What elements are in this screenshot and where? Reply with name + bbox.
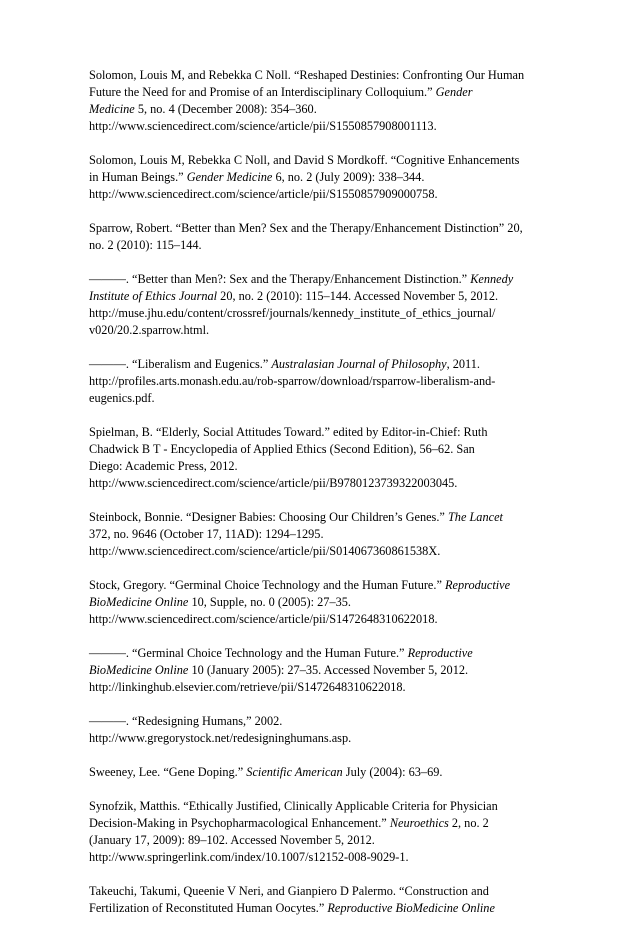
reference-text: Chadwick B T - Encyclopedia of Applied Ethics (Second Edition), 56–62. San — [89, 442, 475, 456]
reference-entry-solomon-2008 — [89, 67, 559, 135]
italic-title-text: Australasian Journal of Philosophy — [271, 357, 447, 371]
reference-text: Takeuchi, Takumi, Queenie V Neri, and Gianpiero D Palermo. “Construction and — [89, 884, 489, 898]
reference-text: no. 2 (2010): 115–144. — [89, 238, 202, 252]
reference-text: 5, no. 4 (December 2008): 354–360. — [134, 102, 317, 116]
reference-text: Fertilization of Reconstituted Human Oocytes.” — [89, 901, 328, 915]
reference-line — [89, 713, 559, 730]
reference-text: http://linkinghub.elsevier.com/retrieve/pii/S1472648310622018. — [89, 680, 406, 694]
italic-title-text: Scientific American — [246, 765, 343, 779]
reference-line — [89, 390, 559, 407]
reference-text: http://www.sciencedirect.com/science/article/pii/B9780123739322003045. — [89, 476, 458, 490]
reference-text: http://profiles.arts.monash.edu.au/rob-sparrow/download/rsparrow-liberalism-and- — [89, 374, 496, 388]
reference-line — [89, 832, 559, 849]
reference-line — [89, 594, 559, 611]
reference-entry-stock-2005a — [89, 577, 559, 628]
reference-line — [89, 424, 559, 441]
reference-entry-sparrow-2010b — [89, 271, 559, 339]
reference-text: Sweeney, Lee. “Gene Doping.” — [89, 765, 247, 779]
reference-line — [89, 611, 559, 628]
reference-text: Diego: Academic Press, 2012. — [89, 459, 238, 473]
reference-line — [89, 288, 559, 305]
reference-text: Stock, Gregory. “Germinal Choice Technology and the Human Future.” — [89, 578, 445, 592]
reference-line — [89, 662, 559, 679]
reference-line — [89, 322, 559, 339]
reference-line — [89, 220, 559, 237]
reference-text: 372, no. 9646 (October 17, 11AD): 1294–1295. — [89, 527, 324, 541]
reference-text: Steinbock, Bonnie. “Designer Babies: Choosing Our Children’s Genes.” — [89, 510, 448, 524]
reference-text: Decision-Making in Psychopharmacological Enhancement.” — [89, 816, 390, 830]
reference-text: http://www.sciencedirect.com/science/article/pii/S1550857908001113. — [89, 119, 437, 133]
reference-entry-stock-2005b — [89, 645, 559, 696]
reference-entry-spielman-2012 — [89, 424, 559, 492]
reference-line — [89, 67, 559, 84]
reference-text: (January 17, 2009): 89–102. Accessed November 5, 2012. — [89, 833, 375, 847]
reference-text: Synofzik, Matthis. “Ethically Justified, Clinically Applicable Criteria for Physician — [89, 799, 498, 813]
reference-line — [89, 458, 559, 475]
reference-line — [89, 169, 559, 186]
reference-line — [89, 543, 559, 560]
reference-line — [89, 237, 559, 254]
italic-title-text: The Lancet — [447, 510, 503, 524]
reference-line — [89, 849, 559, 866]
reference-text: eugenics.pdf. — [89, 391, 155, 405]
reference-text: Spielman, B. “Elderly, Social Attitudes Toward.” edited by Editor-in-Chief: Ruth — [89, 425, 488, 439]
italic-title-text: Kennedy — [470, 272, 514, 286]
reference-text: 2, no. 2 — [448, 816, 489, 830]
reference-text: Future the Need for and Promise of an Interdisciplinary Colloquium.” — [89, 85, 436, 99]
reference-entry-stock-2002 — [89, 713, 559, 747]
reference-line — [89, 883, 559, 900]
reference-text: Solomon, Louis M, and Rebekka C Noll. “Reshaped Destinies: Confronting Our Human — [89, 68, 525, 82]
reference-line — [89, 475, 559, 492]
reference-entry-sweeney — [89, 764, 559, 781]
reference-line — [89, 441, 559, 458]
reference-text: , 2011. — [446, 357, 480, 371]
reference-text: http://www.sciencedirect.com/science/article/pii/S1472648310622018. — [89, 612, 438, 626]
reference-text: in Human Beings.” — [89, 170, 187, 184]
reference-text: ———. “Germinal Choice Technology and the Human Future.” — [89, 646, 408, 660]
reference-entry-sparrow-2011 — [89, 356, 559, 407]
italic-title-text: Reproductive — [407, 646, 473, 660]
italic-title-text: Gender Medicine — [186, 170, 273, 184]
italic-title-text: Medicine — [89, 102, 135, 116]
reference-text: ———. “Redesigning Humans,” 2002. — [89, 714, 283, 728]
reference-line — [89, 305, 559, 322]
reference-entry-steinbock — [89, 509, 559, 560]
italic-title-text: Neuroethics — [389, 816, 449, 830]
reference-entry-sparrow-2010a — [89, 220, 559, 254]
italic-title-text: Reproductive — [445, 578, 511, 592]
reference-line — [89, 730, 559, 747]
reference-text: Solomon, Louis M, Rebekka C Noll, and David S Mordkoff. “Cognitive Enhancements — [89, 153, 520, 167]
reference-text: http://muse.jhu.edu/content/crossref/journals/kennedy_institute_of_ethics_journal/ — [89, 306, 496, 320]
reference-line — [89, 373, 559, 390]
reference-line — [89, 798, 559, 815]
reference-line — [89, 152, 559, 169]
reference-entry-takeuchi — [89, 883, 559, 917]
reference-text: ———. “Liberalism and Eugenics.” — [89, 357, 272, 371]
reference-line — [89, 509, 559, 526]
italic-title-text: Gender — [435, 85, 473, 99]
reference-line — [89, 356, 559, 373]
italic-title-text: Reproductive BioMedicine Online — [327, 901, 495, 915]
reference-text: http://www.gregorystock.net/redesigninghumans.asp. — [89, 731, 352, 745]
reference-line — [89, 84, 559, 101]
reference-text: July (2004): 63–69. — [342, 765, 443, 779]
reference-line — [89, 101, 559, 118]
reference-text: 10, Supple, no. 0 (2005): 27–35. — [188, 595, 351, 609]
italic-title-text: Institute of Ethics Journal — [89, 289, 218, 303]
reference-text: Sparrow, Robert. “Better than Men? Sex and the Therapy/Enhancement Distinction” 20, — [89, 221, 523, 235]
reference-line — [89, 577, 559, 594]
reference-entry-synofzik — [89, 798, 559, 866]
reference-text: 20, no. 2 (2010): 115–144. Accessed November 5, 2012. — [217, 289, 499, 303]
reference-entry-solomon-2009 — [89, 152, 559, 203]
reference-line — [89, 271, 559, 288]
reference-text: http://www.sciencedirect.com/science/article/pii/S014067360861538X. — [89, 544, 441, 558]
reference-text: v020/20.2.sparrow.html. — [89, 323, 210, 337]
bibliography-list — [89, 67, 559, 934]
reference-line — [89, 645, 559, 662]
italic-title-text: BioMedicine Online — [89, 663, 189, 677]
reference-line — [89, 186, 559, 203]
reference-line — [89, 815, 559, 832]
reference-line — [89, 679, 559, 696]
reference-text: http://www.sciencedirect.com/science/article/pii/S1550857909000758. — [89, 187, 438, 201]
reference-line — [89, 118, 559, 135]
reference-line — [89, 526, 559, 543]
reference-line — [89, 764, 559, 781]
reference-text: 10 (January 2005): 27–35. Accessed November 5, 2012. — [188, 663, 469, 677]
italic-title-text: BioMedicine Online — [89, 595, 189, 609]
reference-text: http://www.springerlink.com/index/10.1007/s12152-008-9029-1. — [89, 850, 409, 864]
reference-text: 6, no. 2 (July 2009): 338–344. — [272, 170, 425, 184]
reference-text: ———. “Better than Men?: Sex and the Therapy/Enhancement Distinction.” — [89, 272, 471, 286]
